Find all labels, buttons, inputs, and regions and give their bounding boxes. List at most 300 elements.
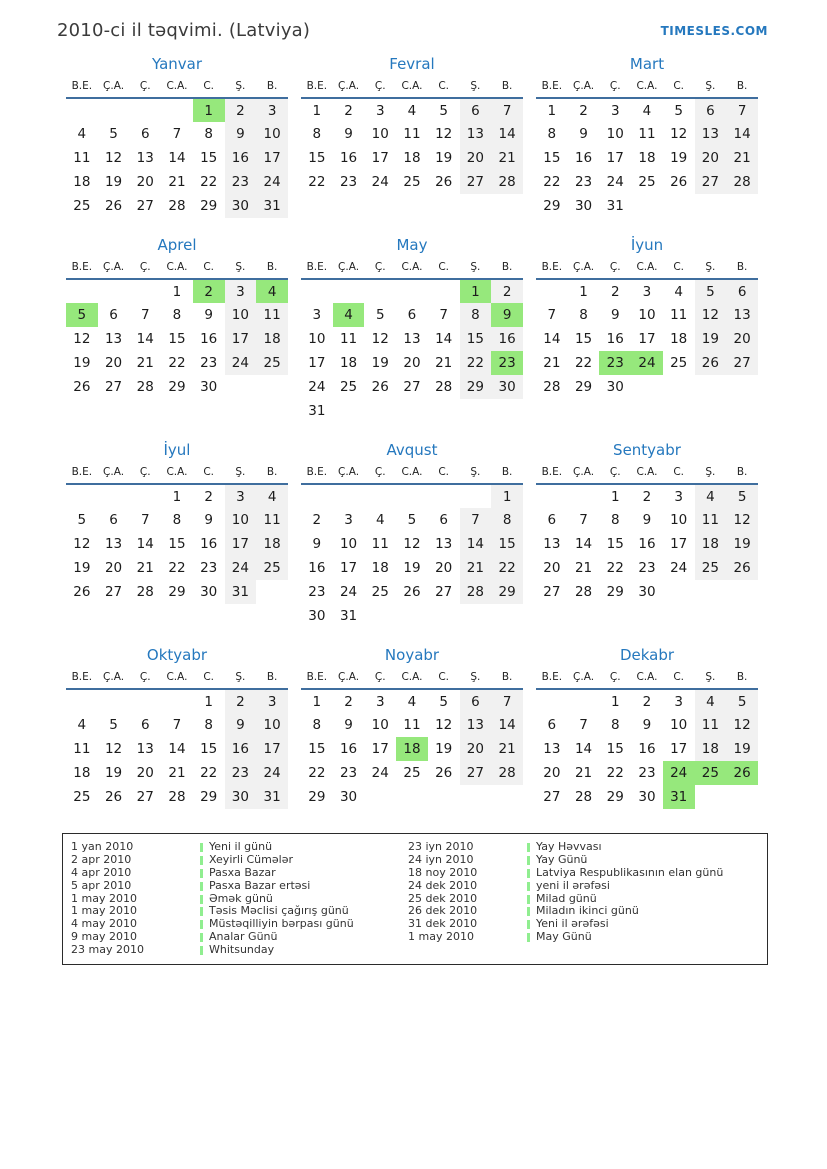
day-cell: 18 <box>73 765 91 781</box>
day-cell: 4 <box>695 689 727 713</box>
day-cell: 6 <box>140 717 150 733</box>
day-cell: 18 <box>256 327 288 351</box>
day-cell: 14 <box>574 741 593 757</box>
day-cell: 12 <box>371 331 389 347</box>
day-cell: 13 <box>460 713 492 737</box>
day-cell: 2 <box>579 102 588 119</box>
day-cell: 4 <box>256 279 288 303</box>
day-cell-empty <box>631 375 663 399</box>
day-cell: 10 <box>339 536 358 552</box>
day-cell: 26 <box>726 761 758 785</box>
day-cell: 19 <box>726 737 758 761</box>
day-cell: 27 <box>543 584 561 600</box>
legend-date: 31 dek 2010 <box>408 917 478 931</box>
month-title: Dekabr <box>619 646 675 664</box>
month-calendar <box>536 236 758 399</box>
month-table <box>301 259 523 423</box>
legend-entry <box>71 867 408 880</box>
day-cell: 30 <box>225 785 257 809</box>
day-cell: 30 <box>574 198 593 214</box>
day-cell: 7 <box>172 717 182 733</box>
day-cell: 26 <box>73 379 91 395</box>
day-cell: 14 <box>574 536 593 552</box>
page-header <box>0 0 827 41</box>
day-cell: 29 <box>308 789 326 805</box>
weekday-header: Ş. <box>695 669 727 689</box>
day-cell: 2 <box>491 279 523 303</box>
day-cell: 13 <box>460 122 492 146</box>
day-cell: 21 <box>491 737 523 761</box>
day-cell: 18 <box>371 560 389 576</box>
month-title: Yanvar <box>151 55 203 73</box>
holiday-marker-icon <box>527 843 530 852</box>
day-cell: 12 <box>670 126 688 142</box>
legend-event <box>200 944 274 957</box>
day-cell: 17 <box>606 150 624 166</box>
day-cell-empty <box>66 484 98 508</box>
day-cell: 16 <box>574 150 593 166</box>
legend-date: 4 may 2010 <box>71 917 137 931</box>
day-cell: 26 <box>403 584 421 600</box>
day-cell: 23 <box>225 170 257 194</box>
legend-date: 1 may 2010 <box>408 930 474 944</box>
day-cell-empty <box>364 604 396 628</box>
day-cell: 19 <box>73 560 91 576</box>
legend-date: 24 dek 2010 <box>408 878 478 892</box>
day-cell: 24 <box>371 765 389 781</box>
day-cell: 21 <box>491 146 523 170</box>
legend-event-label: yeni il ərəfəsi <box>536 878 610 892</box>
day-cell: 29 <box>200 198 218 214</box>
weekday-header: B.E. <box>66 669 98 689</box>
weekday-header: Ç.A. <box>333 669 365 689</box>
day-cell: 22 <box>200 174 218 190</box>
weekday-header: C.A. <box>631 259 663 279</box>
month-calendar <box>66 55 288 218</box>
weekday-header: Ç. <box>599 259 631 279</box>
day-cell: 4 <box>674 283 683 300</box>
day-cell: 2 <box>610 283 620 300</box>
day-cell: 8 <box>172 307 182 323</box>
legend-event <box>200 841 272 854</box>
day-cell: 24 <box>371 174 389 190</box>
day-cell: 30 <box>225 194 257 218</box>
day-cell: 27 <box>460 761 492 785</box>
weekday-header: B. <box>726 464 758 484</box>
day-cell: 9 <box>312 536 322 552</box>
weekday-header: Ç. <box>364 78 396 98</box>
weekday-header: C. <box>193 259 225 279</box>
day-cell: 31 <box>256 194 288 218</box>
weekday-header: C.A. <box>161 464 193 484</box>
day-cell: 20 <box>403 355 421 371</box>
day-cell: 24 <box>670 560 688 576</box>
day-cell-empty <box>396 785 428 809</box>
weekday-header: Ç.A. <box>98 78 130 98</box>
day-cell: 12 <box>104 150 123 166</box>
day-cell: 10 <box>606 126 624 142</box>
day-cell: 21 <box>168 174 186 190</box>
day-cell: 13 <box>104 536 123 552</box>
legend-event-label: Müstəqilliyin bərpası günü <box>209 917 354 931</box>
day-cell: 10 <box>256 122 288 146</box>
legend-event <box>527 841 602 854</box>
day-cell: 13 <box>695 122 727 146</box>
day-cell: 19 <box>670 150 688 166</box>
weekday-header: Ş. <box>225 259 257 279</box>
day-cell: 3 <box>674 488 683 505</box>
weekday-header: B. <box>491 78 523 98</box>
day-cell: 25 <box>73 789 91 805</box>
legend-date: 25 dek 2010 <box>408 891 478 905</box>
weekday-header: B. <box>256 669 288 689</box>
day-cell: 15 <box>308 741 326 757</box>
holiday-legend <box>62 833 768 965</box>
day-cell: 28 <box>574 584 593 600</box>
legend-event-label: Təsis Məclisi çağırış günü <box>209 904 349 918</box>
day-cell: 15 <box>606 741 624 757</box>
day-cell: 4 <box>77 717 87 733</box>
month-title: İyul <box>163 441 191 459</box>
legend-event-label: Yeni il ərəfəsi <box>536 917 609 931</box>
day-cell-empty <box>460 604 492 628</box>
month-title: Aprel <box>157 236 197 254</box>
day-cell: 12 <box>403 536 421 552</box>
day-cell: 24 <box>606 174 624 190</box>
day-cell: 30 <box>339 789 358 805</box>
day-cell: 14 <box>491 122 523 146</box>
weekday-header: C. <box>663 259 695 279</box>
day-cell: 3 <box>674 693 683 710</box>
day-cell: 19 <box>371 355 389 371</box>
day-cell: 3 <box>225 484 257 508</box>
legend-event-label: Yeni il günü <box>209 840 273 853</box>
day-cell: 27 <box>543 789 561 805</box>
month-table <box>66 78 288 218</box>
day-cell: 29 <box>168 379 186 395</box>
weekday-header: Ç.A. <box>333 78 365 98</box>
legend-entry <box>71 880 408 893</box>
legend-entry <box>71 944 408 957</box>
legend-date: 26 dek 2010 <box>408 904 478 918</box>
day-cell: 15 <box>606 536 624 552</box>
weekday-header: Ç.A. <box>98 259 130 279</box>
day-cell: 21 <box>168 765 186 781</box>
day-cell-empty <box>695 375 727 399</box>
day-cell: 28 <box>460 580 492 604</box>
day-cell: 30 <box>638 584 656 600</box>
day-cell: 9 <box>344 717 353 733</box>
month-calendar <box>301 55 523 194</box>
site-logo-link[interactable]: TIMESLES.COM <box>660 24 768 38</box>
month-title: İyun <box>630 236 664 254</box>
day-cell: 9 <box>344 126 353 142</box>
weekday-header: B.E. <box>536 78 568 98</box>
legend-event-label: Whitsunday <box>209 943 275 957</box>
day-cell: 16 <box>638 741 656 757</box>
day-cell: 3 <box>344 512 353 528</box>
day-cell: 8 <box>312 126 322 142</box>
day-cell: 25 <box>256 556 288 580</box>
day-cell: 19 <box>726 532 758 556</box>
day-cell: 14 <box>726 122 758 146</box>
legend-date: 2 apr 2010 <box>71 852 132 866</box>
weekday-header: B.E. <box>66 259 98 279</box>
day-cell: 1 <box>172 283 182 300</box>
day-cell: 17 <box>670 536 688 552</box>
month-table <box>536 669 758 809</box>
day-cell: 7 <box>491 98 523 122</box>
day-cell: 11 <box>403 126 421 142</box>
day-cell: 19 <box>104 765 123 781</box>
day-cell: 24 <box>339 584 358 600</box>
day-cell: 2 <box>225 98 257 122</box>
day-cell-empty <box>161 98 193 122</box>
day-cell: 6 <box>140 126 150 142</box>
legend-date: 23 iyn 2010 <box>408 840 474 853</box>
weekday-header: C. <box>663 669 695 689</box>
day-cell: 26 <box>104 198 123 214</box>
holiday-marker-icon <box>527 869 530 878</box>
day-cell: 22 <box>200 765 218 781</box>
day-cell: 1 <box>579 283 588 300</box>
weekday-header: B. <box>491 669 523 689</box>
day-cell: 4 <box>256 484 288 508</box>
day-cell: 7 <box>547 307 557 323</box>
day-cell-empty <box>333 484 365 508</box>
day-cell: 21 <box>460 556 492 580</box>
day-cell-empty <box>460 399 492 423</box>
day-cell-empty <box>491 785 523 809</box>
day-cell: 3 <box>256 98 288 122</box>
weekday-header: Ş. <box>225 669 257 689</box>
weekday-header: C. <box>663 78 695 98</box>
weekday-header: B.E. <box>536 259 568 279</box>
month-title: Sentyabr <box>613 441 681 459</box>
day-cell-empty <box>726 375 758 399</box>
day-cell: 25 <box>371 584 389 600</box>
day-cell: 29 <box>606 789 624 805</box>
legend-event-label: Analar Günü <box>209 930 278 944</box>
legend-date: 1 may 2010 <box>71 891 137 905</box>
day-cell: 27 <box>136 198 154 214</box>
day-cell: 7 <box>579 717 588 733</box>
day-cell: 8 <box>491 508 523 532</box>
day-cell: 20 <box>543 765 561 781</box>
weekday-header: C.A. <box>161 669 193 689</box>
day-cell: 12 <box>695 303 727 327</box>
day-cell-empty <box>364 279 396 303</box>
day-cell: 18 <box>396 737 428 761</box>
legend-event <box>527 854 587 867</box>
day-cell: 15 <box>574 331 593 347</box>
weekday-header: Ç. <box>599 78 631 98</box>
day-cell: 30 <box>491 375 523 399</box>
day-cell: 12 <box>104 741 123 757</box>
day-cell: 26 <box>670 174 688 190</box>
day-cell: 6 <box>460 98 492 122</box>
weekday-header: C. <box>428 464 460 484</box>
weekday-header: C.A. <box>631 464 663 484</box>
day-cell: 22 <box>168 560 186 576</box>
day-cell: 20 <box>460 146 492 170</box>
day-cell-empty <box>428 399 460 423</box>
day-cell: 28 <box>574 789 593 805</box>
month-calendar <box>66 646 288 809</box>
day-cell: 23 <box>200 560 218 576</box>
day-cell: 1 <box>204 693 213 710</box>
day-cell: 7 <box>140 307 150 323</box>
day-cell: 20 <box>136 174 154 190</box>
month-table <box>66 669 288 809</box>
day-cell: 1 <box>172 488 182 505</box>
legend-event-label: Latviya Respublikasının elan günü <box>536 865 724 879</box>
day-cell-empty <box>428 604 460 628</box>
day-cell: 7 <box>140 512 150 528</box>
day-cell: 6 <box>109 307 118 323</box>
day-cell-empty <box>726 194 758 218</box>
day-cell: 21 <box>136 560 154 576</box>
legend-event <box>200 880 310 893</box>
day-cell: 21 <box>726 146 758 170</box>
legend-event-label: Yay Günü <box>536 852 588 866</box>
day-cell: 18 <box>638 150 656 166</box>
day-cell-empty <box>726 785 758 809</box>
day-cell: 19 <box>435 741 453 757</box>
day-cell: 30 <box>200 379 218 395</box>
day-cell: 5 <box>375 307 385 323</box>
day-cell-empty <box>568 484 600 508</box>
day-cell-empty <box>491 604 523 628</box>
weekday-header: Ç.A. <box>568 464 600 484</box>
day-cell: 31 <box>663 785 695 809</box>
day-cell: 13 <box>403 331 421 347</box>
day-cell: 30 <box>308 608 326 624</box>
day-cell: 6 <box>547 512 557 528</box>
legend-column-right <box>408 841 761 957</box>
day-cell: 17 <box>225 327 257 351</box>
day-cell: 25 <box>339 379 358 395</box>
day-cell: 26 <box>435 765 453 781</box>
day-cell-empty <box>428 785 460 809</box>
weekday-header: B.E. <box>536 669 568 689</box>
day-cell: 7 <box>491 689 523 713</box>
day-cell: 6 <box>109 512 118 528</box>
weekday-header: Ç.A. <box>568 259 600 279</box>
day-cell: 19 <box>403 560 421 576</box>
months-grid <box>66 55 827 809</box>
day-cell: 23 <box>574 174 593 190</box>
day-cell: 1 <box>491 484 523 508</box>
day-cell-empty <box>460 484 492 508</box>
month-table <box>536 78 758 218</box>
day-cell: 13 <box>136 150 154 166</box>
day-cell: 9 <box>610 307 620 323</box>
day-cell: 2 <box>344 693 353 710</box>
weekday-header: B. <box>256 78 288 98</box>
day-cell-empty <box>631 194 663 218</box>
day-cell: 8 <box>204 126 213 142</box>
day-cell: 1 <box>193 98 225 122</box>
weekday-header: Ç.A. <box>333 464 365 484</box>
month-title: Fevral <box>389 55 435 73</box>
day-cell-empty <box>536 279 568 303</box>
month-calendar <box>66 441 288 604</box>
day-cell-empty <box>428 484 460 508</box>
holiday-marker-icon <box>527 856 530 865</box>
day-cell: 14 <box>136 331 154 347</box>
month-title: Avqust <box>386 441 438 459</box>
day-cell: 24 <box>256 761 288 785</box>
day-cell: 21 <box>435 355 453 371</box>
legend-event-label: Əmək günü <box>209 891 273 905</box>
day-cell: 18 <box>256 532 288 556</box>
day-cell-empty <box>98 279 130 303</box>
day-cell: 6 <box>547 717 557 733</box>
holiday-marker-icon <box>527 882 530 891</box>
day-cell: 15 <box>168 536 186 552</box>
day-cell: 16 <box>200 536 218 552</box>
month-calendar <box>301 441 523 628</box>
day-cell: 11 <box>695 713 727 737</box>
legend-date: 1 may 2010 <box>71 904 137 918</box>
day-cell: 29 <box>543 198 561 214</box>
day-cell: 11 <box>371 536 389 552</box>
day-cell: 18 <box>670 331 688 347</box>
day-cell: 30 <box>200 584 218 600</box>
day-cell: 3 <box>642 283 652 300</box>
weekday-header: Ç. <box>129 78 161 98</box>
day-cell: 5 <box>674 102 683 119</box>
day-cell: 20 <box>726 327 758 351</box>
holiday-marker-icon <box>527 933 530 942</box>
day-cell-empty <box>663 580 695 604</box>
day-cell: 23 <box>599 351 631 375</box>
holiday-marker-icon <box>200 907 203 916</box>
legend-entry <box>408 841 761 854</box>
month-table <box>301 464 523 628</box>
day-cell: 11 <box>695 508 727 532</box>
legend-date: 1 yan 2010 <box>71 840 134 853</box>
month-table <box>66 259 288 399</box>
weekday-header: B.E. <box>301 669 333 689</box>
day-cell: 11 <box>638 126 656 142</box>
day-cell: 16 <box>225 737 257 761</box>
holiday-marker-icon <box>200 882 203 891</box>
day-cell: 13 <box>543 536 561 552</box>
day-cell: 2 <box>204 488 213 505</box>
day-cell: 14 <box>543 331 561 347</box>
weekday-header: Ç. <box>364 669 396 689</box>
day-cell: 10 <box>256 713 288 737</box>
day-cell: 11 <box>403 717 421 733</box>
legend-event <box>527 867 723 880</box>
day-cell: 12 <box>435 126 453 142</box>
month-title: Noyabr <box>384 646 440 664</box>
day-cell: 15 <box>543 150 561 166</box>
weekday-header: B.E. <box>301 78 333 98</box>
day-cell: 7 <box>439 307 448 323</box>
day-cell: 5 <box>109 717 118 733</box>
legend-date: 24 iyn 2010 <box>408 852 474 866</box>
day-cell: 14 <box>460 532 492 556</box>
day-cell: 8 <box>204 717 213 733</box>
day-cell: 17 <box>670 741 688 757</box>
day-cell: 21 <box>574 765 593 781</box>
day-cell: 8 <box>579 307 588 323</box>
day-cell: 16 <box>225 146 257 170</box>
day-cell: 23 <box>638 560 656 576</box>
